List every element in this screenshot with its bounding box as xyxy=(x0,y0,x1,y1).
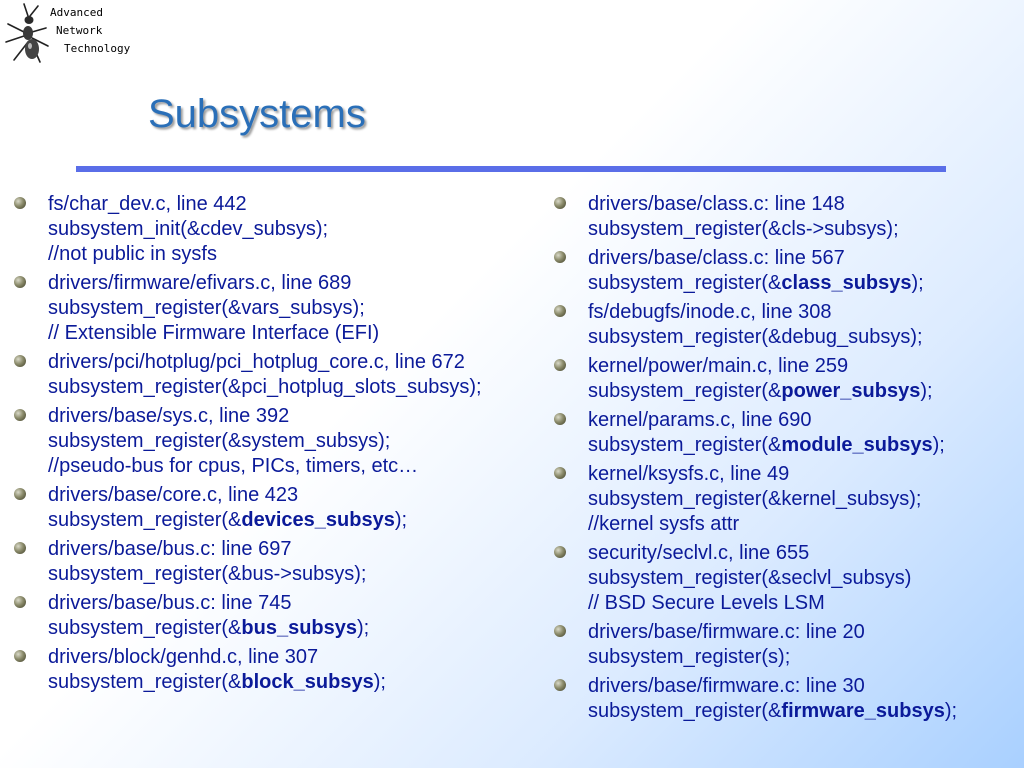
code-call xyxy=(588,487,1020,512)
bullet-icon xyxy=(14,276,26,288)
code-text: subsystem_register(&system_subsys); xyxy=(48,430,391,452)
code-text: subsystem_register(&vars_subsys); xyxy=(48,297,365,319)
code-call xyxy=(48,562,545,587)
file-location: fs/debugfs/inode.c, line 308 xyxy=(588,301,832,323)
bullet-icon xyxy=(554,546,566,558)
bullet-icon xyxy=(554,679,566,691)
list-item xyxy=(550,462,1020,537)
code-call xyxy=(588,566,1020,591)
bullet-icon xyxy=(554,625,566,637)
list-item xyxy=(550,246,1020,296)
right-bullet-list xyxy=(550,192,1020,728)
file-location: kernel/power/main.c, line 259 xyxy=(588,355,849,377)
code-text: subsystem_register(& xyxy=(48,617,242,639)
code-text: subsystem_register(&kernel_subsys); xyxy=(588,488,922,510)
code-call xyxy=(588,645,1020,670)
file-location: drivers/base/firmware.c: line 20 xyxy=(588,621,865,643)
list-item xyxy=(550,354,1020,404)
list-item xyxy=(550,192,1020,242)
code-call xyxy=(588,379,1020,404)
file-location: drivers/base/bus.c: line 745 xyxy=(48,592,292,614)
code-call xyxy=(588,325,1020,350)
subsys-name: class_subsys xyxy=(781,272,912,294)
bullet-icon xyxy=(14,355,26,367)
bullet-icon xyxy=(14,409,26,421)
code-text: ); xyxy=(394,509,408,531)
bullet-icon xyxy=(554,413,566,425)
code-text: ); xyxy=(373,671,386,693)
bullet-icon xyxy=(554,197,566,209)
file-location: drivers/base/sys.c, line 392 xyxy=(48,405,290,427)
code-call xyxy=(48,375,545,400)
list-item xyxy=(10,350,545,400)
file-location: drivers/base/core.c, line 423 xyxy=(48,484,299,506)
file-location: fs/char_dev.c, line 442 xyxy=(48,193,247,215)
bullet-icon xyxy=(14,197,26,209)
code-comment: //not public in sysfs xyxy=(48,243,217,265)
code-text: subsystem_register(&seclvl_subsys) xyxy=(588,567,912,589)
file-location: security/seclvl.c, line 655 xyxy=(588,542,810,564)
code-text: subsystem_register(& xyxy=(588,434,782,456)
bullet-icon xyxy=(14,488,26,500)
list-item xyxy=(10,271,545,346)
code-comment: // BSD Secure Levels LSM xyxy=(588,592,825,614)
title-divider xyxy=(76,166,946,172)
file-location: drivers/firmware/efivars.c, line 689 xyxy=(48,272,352,294)
code-text: subsystem_register(&bus->subsys); xyxy=(48,563,367,585)
bullet-icon xyxy=(554,251,566,263)
code-call xyxy=(48,670,545,695)
code-comment: //pseudo-bus for cpus, PICs, timers, etc… xyxy=(48,455,419,477)
logo-text-line: Advanced xyxy=(50,6,103,19)
ant-icon xyxy=(2,2,52,66)
logo xyxy=(2,2,142,66)
code-text: subsystem_register(& xyxy=(48,671,242,693)
list-item xyxy=(550,408,1020,458)
list-item xyxy=(550,620,1020,670)
code-call xyxy=(48,217,545,242)
list-item xyxy=(10,537,545,587)
code-text: subsystem_register(& xyxy=(588,272,782,294)
code-call xyxy=(588,217,1020,242)
list-item xyxy=(550,674,1020,724)
code-text: subsystem_register(& xyxy=(588,380,782,402)
list-item xyxy=(10,645,545,695)
file-location: drivers/block/genhd.c, line 307 xyxy=(48,646,319,668)
bullet-icon xyxy=(554,305,566,317)
code-text: ); xyxy=(911,272,924,294)
list-item xyxy=(10,192,545,267)
file-location: drivers/base/bus.c: line 697 xyxy=(48,538,292,560)
list-item xyxy=(10,483,545,533)
file-location: drivers/base/class.c: line 567 xyxy=(588,247,845,269)
code-comment: // Extensible Firmware Interface (EFI) xyxy=(48,322,380,344)
file-location: drivers/base/class.c: line 148 xyxy=(588,193,845,215)
code-text: subsystem_register(&cls->subsys); xyxy=(588,218,899,240)
list-item xyxy=(550,541,1020,616)
bullet-icon xyxy=(14,596,26,608)
subsys-name: firmware_subsys xyxy=(781,700,945,722)
code-text: ); xyxy=(357,617,370,639)
code-text: subsystem_register(& xyxy=(588,700,782,722)
code-call xyxy=(48,296,545,321)
bullet-icon xyxy=(14,542,26,554)
bullet-icon xyxy=(14,650,26,662)
code-call xyxy=(588,433,1020,458)
code-call xyxy=(48,616,545,641)
file-location: drivers/pci/hotplug/pci_hotplug_core.c, line 672 xyxy=(48,351,465,373)
list-item xyxy=(10,404,545,479)
code-comment: //kernel sysfs attr xyxy=(588,513,740,535)
subsys-name: module_subsys xyxy=(781,434,933,456)
file-location: kernel/params.c, line 690 xyxy=(588,409,812,431)
code-text: subsystem_register(s); xyxy=(588,646,791,668)
subsys-name: block_subsys xyxy=(241,671,374,693)
left-bullet-list xyxy=(10,192,545,699)
code-text: subsystem_init(&cdev_subsys); xyxy=(48,218,329,240)
code-text: ); xyxy=(944,700,958,722)
slide-title: Subsystems xyxy=(148,92,366,136)
file-location: kernel/ksysfs.c, line 49 xyxy=(588,463,790,485)
bullet-icon xyxy=(554,467,566,479)
subsys-name: power_subsys xyxy=(781,380,921,402)
logo-text-line: Technology xyxy=(64,42,131,55)
list-item xyxy=(550,300,1020,350)
subsys-name: devices_subsys xyxy=(241,509,395,531)
code-text: ); xyxy=(920,380,933,402)
code-call xyxy=(588,699,1020,724)
code-call xyxy=(48,429,545,454)
bullet-icon xyxy=(554,359,566,371)
code-text: ); xyxy=(932,434,945,456)
code-call xyxy=(48,508,545,533)
code-text: subsystem_register(& xyxy=(48,509,242,531)
code-text: subsystem_register(&pci_hotplug_slots_subsys); xyxy=(48,376,482,398)
code-text: subsystem_register(&debug_subsys); xyxy=(588,326,923,348)
file-location: drivers/base/firmware.c: line 30 xyxy=(588,675,865,697)
code-call xyxy=(588,271,1020,296)
logo-text-line: Network xyxy=(56,24,103,37)
subsys-name: bus_subsys xyxy=(241,617,358,639)
list-item xyxy=(10,591,545,641)
